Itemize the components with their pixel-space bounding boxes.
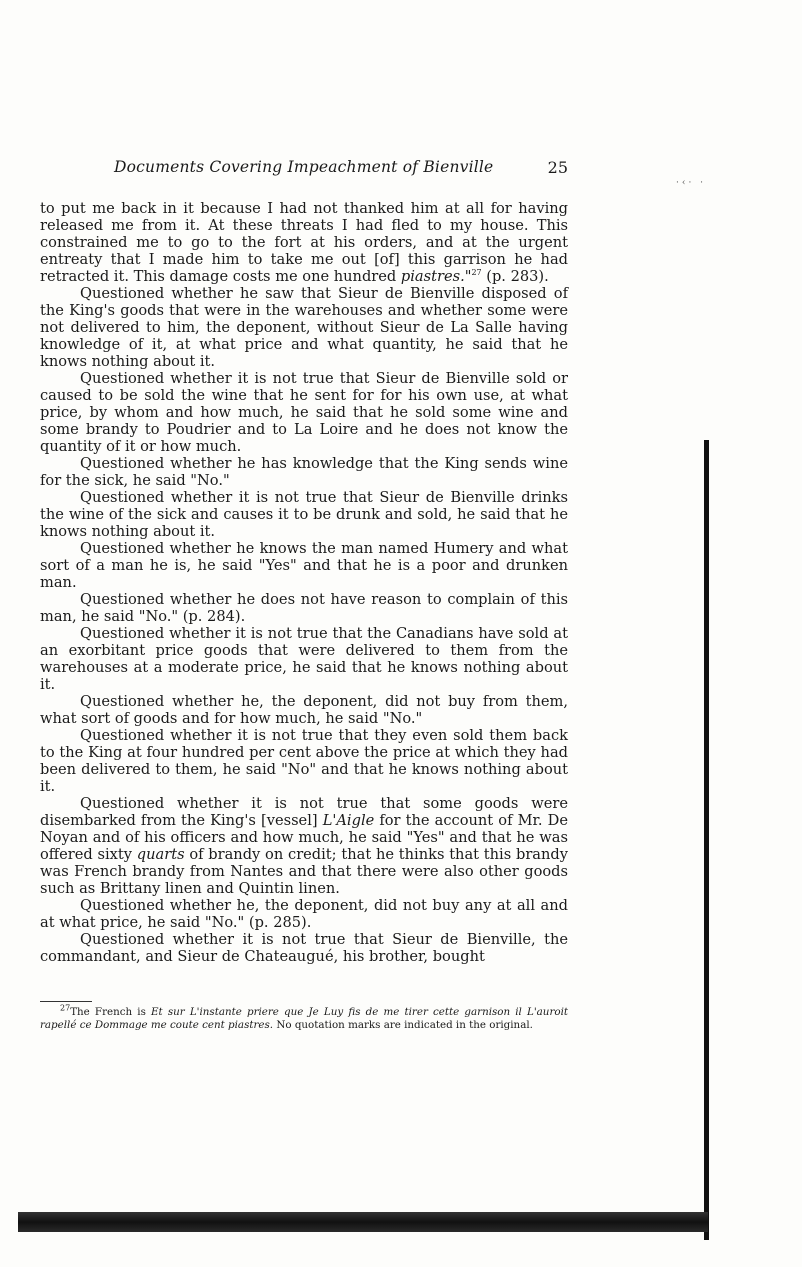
scan-edge-bottom bbox=[18, 1212, 708, 1232]
scan-edge-right bbox=[704, 440, 709, 1240]
text-run: for the account of Mr. De Noyan and of his officers and how much, he said "Yes" and that he was offered sixty bbox=[40, 812, 569, 863]
footnote-text bbox=[40, 1003, 568, 1031]
paragraph bbox=[40, 370, 568, 455]
paragraph bbox=[40, 897, 568, 931]
text-run: Questioned whether he has knowledge that the King sends wine for the sick, he said "No." bbox=[40, 455, 568, 489]
footnote-rule bbox=[40, 1001, 92, 1002]
paragraph bbox=[40, 455, 568, 489]
paragraph bbox=[40, 540, 568, 591]
paragraph bbox=[40, 727, 568, 795]
footnote-marker: 27 bbox=[471, 268, 482, 278]
text-run: Questioned whether it is not true that Sieur de Bienville, the commandant, and Sieur de Chateaugué, his brother, bought bbox=[40, 931, 568, 965]
paragraph bbox=[40, 693, 568, 727]
text-run: Questioned whether it is not true that they even sold them back to the King at four hundred per cent above the price at which they had been delivered to them, he said "No" and that he knows nothing about it. bbox=[40, 727, 568, 795]
text-run: (p. 283). bbox=[481, 268, 549, 285]
paragraph bbox=[40, 285, 568, 370]
body-text bbox=[40, 200, 568, 965]
paragraph bbox=[40, 489, 568, 540]
italic-text: L'Aigle bbox=[322, 812, 375, 829]
footnote bbox=[40, 1003, 568, 1031]
paragraph bbox=[40, 795, 568, 897]
paragraph bbox=[40, 931, 568, 965]
text-run: Questioned whether it is not true that the Canadians have sold at an exorbitant price goods that were delivered to them from the warehouses at a moderate price, he said that he knows nothing about it. bbox=[40, 625, 568, 693]
text-run: Questioned whether he does not have reason to complain of this man, he said "No." (p. 284). bbox=[40, 591, 568, 625]
text-run: Questioned whether he knows the man named Humery and what sort of a man he is, he said "Yes" and that he is a poor and drunken man. bbox=[40, 540, 568, 591]
paragraph bbox=[40, 591, 568, 625]
text-run: Questioned whether it is not true that some goods were disembarked from the King's [vessel] bbox=[40, 795, 568, 829]
italic-text: Et sur L'instante priere que Je Luy fis de me tirer cette garnison il L'auroit rapellé ce Dommage me coute cent piastres. bbox=[40, 1006, 568, 1031]
text-run: Questioned whether he, the deponent, did not buy any at all and at what price, he said "No." (p. 285). bbox=[40, 897, 568, 931]
text-run: of brandy on credit; that he thinks that this brandy was French brandy from Nantes and that there were also other goods such as Brittany linen and Quintin linen. bbox=[40, 846, 568, 897]
footnote-marker: 27 bbox=[60, 1003, 71, 1013]
text-run: Questioned whether it is not true that Sieur de Bienville drinks the wine of the sick and causes it to be drunk and sold, he said that he knows nothing about it. bbox=[40, 489, 568, 540]
text-run: Questioned whether he saw that Sieur de Bienville disposed of the King's goods that were in the warehouses and whether some were not delivered to him, the deponent, without Sieur de La Salle having knowledge of it, at what price and what quantity, he said that he knows nothing about it. bbox=[40, 285, 568, 370]
page-number: 25 bbox=[547, 158, 568, 177]
text-run: Questioned whether he, the deponent, did not buy from them, what sort of goods and for how much, he said "No." bbox=[40, 693, 568, 727]
paragraph bbox=[40, 625, 568, 693]
running-title: Documents Covering Impeachment of Bienville bbox=[114, 158, 494, 176]
text-run: to put me back in it because I had not thanked him at all for having released me from it. At these threats I had fled to my house. This constrained me to go to the fort at his orders, and at the urgent entreaty that I made him to take me out [of] this garrison he had retracted it. This damage costs me one hundred bbox=[40, 200, 568, 285]
page-header bbox=[40, 158, 568, 182]
text-run: No quotation marks are indicated in the original. bbox=[273, 1018, 533, 1031]
text-run: Questioned whether it is not true that Sieur de Bienville sold or caused to be sold the wine that he sent for for his own use, at what price, by whom and how much, he said that he sold some wine and some brandy to Poudrier and to La Loire and he does not know the quantity of it or how much. bbox=[40, 370, 568, 455]
italic-text: piastres." bbox=[400, 268, 472, 285]
paragraph bbox=[40, 200, 568, 285]
italic-text: quarts bbox=[136, 846, 185, 863]
scan-speck-marks: ·‹· · bbox=[676, 178, 707, 188]
text-run: The French is bbox=[70, 1006, 152, 1018]
